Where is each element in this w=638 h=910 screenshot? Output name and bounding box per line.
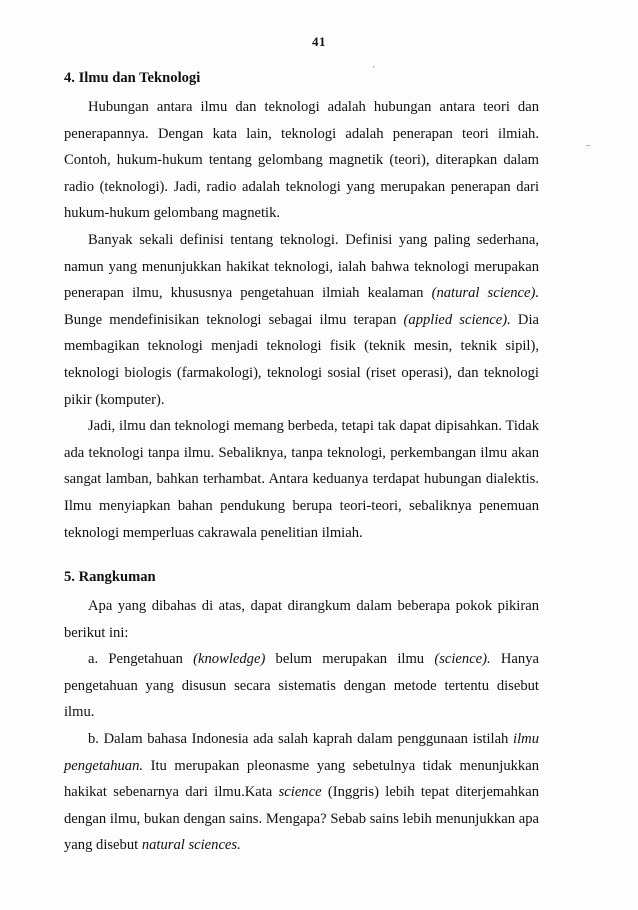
italic-term: (science). <box>434 651 491 668</box>
list-item-text: belum merupakan ilmu <box>265 651 435 668</box>
paragraph-text: Bunge mendefinisikan teknologi sebagai ilmu terapan <box>64 311 404 328</box>
italic-term: ilmu pengetahuan. <box>64 731 539 774</box>
italic-term: (knowledge) <box>193 651 266 668</box>
paragraph-text: Dia membagikan teknologi menjadi teknologi fisik (teknik mesin, teknik sipil), teknologi biologis (farmakologi), teknologi sosial (riset operasi), dan teknologi pikir (komputer). <box>64 311 539 408</box>
list-item-text: b. Dalam bahasa Indonesia ada salah kaprah dalam penggunaan istilah <box>88 731 514 748</box>
paragraph: Jadi, ilmu dan teknologi memang berbeda, tetapi tak dapat dipisahkan. Tidak ada teknologi tanpa ilmu. Sebaliknya, tanpa teknologi, perkembangan ilmu akan sangat lamban, bahkan terhambat. Antara keduanya terdapat hubungan dialektis. Ilmu menyiapkan bahan pendukung berupa teori-teori, sebaliknya penemuan teknologi memperluas cakrawala penelitian ilmiah. <box>64 418 539 541</box>
section-heading: 4. Ilmu dan Teknologi <box>64 70 201 86</box>
list-item-text: (Inggris) lebih tepat diterjemahkan dengan ilmu, bukan dengan sains. Mengapa? Sebab sains lebih menunjukkan apa yang disebut <box>64 784 540 854</box>
paragraph: Apa yang dibahas di atas, dapat dirangkum dalam beberapa pokok pikiran berikut ini: <box>64 598 539 641</box>
page-number: 41 <box>312 34 326 49</box>
italic-term: (natural science). <box>431 285 539 302</box>
paragraph: Hubungan antara ilmu dan teknologi adalah hubungan antara teori dan penerapannya. Dengan kata lain, teknologi adalah penerapan teori ilmiah. Contoh, hukum-hukum tentang gelombang magnetik (teori), diterapkan dalam radio (teknologi). Jadi, radio adalah teknologi yang merupakan penerapan dari hukum-hukum gelombang magnetik. <box>64 99 539 222</box>
italic-term: natural sciences. <box>141 837 241 854</box>
page-content <box>64 68 539 859</box>
list-item <box>64 726 539 859</box>
italic-term: (applied science). <box>403 311 511 328</box>
section-ilmu-dan-teknologi <box>64 68 539 546</box>
list-item-text: Itu merupakan pleonasme yang sebetulnya tidak menunjukkan hakikat sebenarnya dari ilmu.Kata <box>64 757 539 801</box>
paragraph-text: Banyak sekali definisi tentang teknologi. Definisi yang paling sederhana, namun yang menunjukkan hakikat teknologi, ialah bahwa teknologi merupakan penerapan ilmu, khususnya pengetahuan ilmiah kealaman <box>64 231 539 302</box>
italic-term: science <box>278 784 322 801</box>
list-item <box>64 646 539 726</box>
section-heading: 5. Rangkuman <box>64 569 156 586</box>
list-item-text: a. Pengetahuan <box>88 651 194 668</box>
scan-speck: · <box>372 62 375 72</box>
section-rangkuman <box>64 567 539 859</box>
paragraph <box>64 227 539 413</box>
scan-speck: – <box>586 140 591 150</box>
list-item-text: Hanya pengetahuan yang disusun secara sistematis dengan metode tertentu disebut ilmu. <box>64 651 539 721</box>
